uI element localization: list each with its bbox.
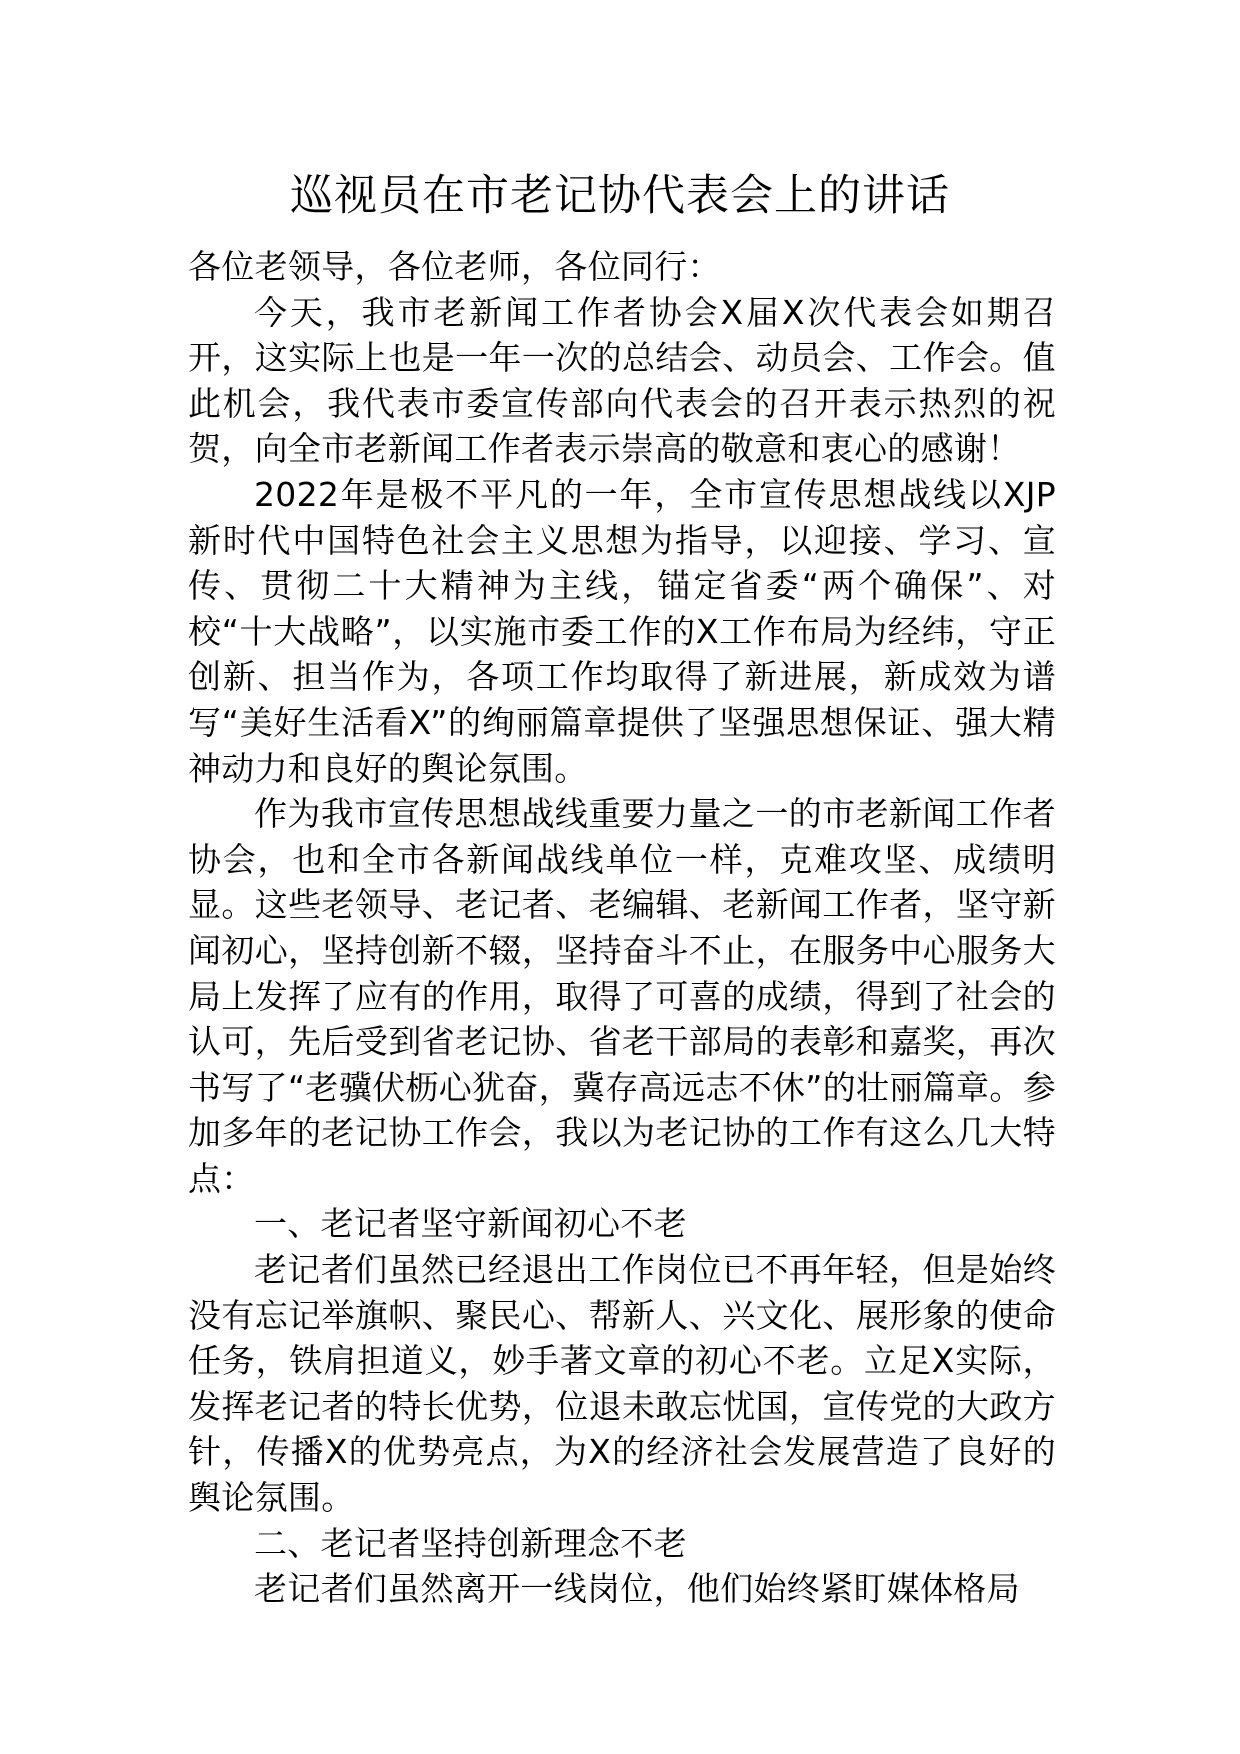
salutation: 各位老领导，各位老师，各位同行： [188, 247, 721, 286]
document-body [188, 244, 1056, 1612]
paragraph-2022-review: 2022年是极不平凡的一年，全市宣传思想战线以XJP新时代中国特色社会主义思想为指导，以迎接、学习、宣传、贯彻二十大精神为主线，锚定省委“两个确保”、对校“十大战略”，以实施市委工作的X工作布局为经纬，守正创新、担当作为，各项工作均取得了新进展，新成效为谱写“美好生活看X”的绚丽篇章提供了坚强思想保证、强大精神动力和良好的舆论氛围。 [188, 474, 1056, 788]
section-heading-1: 一、老记者坚守新闻初心不老 [254, 1204, 687, 1244]
section-heading-2: 二、老记者坚持创新理念不老 [254, 1523, 687, 1563]
paragraph-section-2: 老记者们虽然离开一线岗位，他们始终紧盯媒体格局 [254, 1569, 1020, 1609]
paragraph-opening: 今天，我市老新闻工作者协会X届X次代表会如期召开，这实际上也是一年一次的总结会、动员会、工作会。值此机会，我代表市委宣传部向代表会的召开表示热烈的祝贺，向全市老新闻工作者表示崇高的敬意和衷心的感谢！ [188, 292, 1056, 469]
paragraph-section-1: 老记者们虽然已经退出工作岗位已不再年轻，但是始终没有忘记举旗帜、聚民心、帮新人、兴文化、展形象的使命任务，铁肩担道义，妙手著文章的初心不老。立足X实际，发挥老记者的特长优势，位退未敢忘忧国，宣传党的大政方针，传播X的优势亮点，为X的经济社会发展营造了良好的舆论氛围。 [188, 1250, 1056, 1518]
paragraph-association-achievements: 作为我市宣传思想战线重要力量之一的市老新闻工作者协会，也和全市各新闻战线单位一样，克难攻坚、成绩明显。这些老领导、老记者、老编辑、老新闻工作者，坚守新闻初心，坚持创新不辍，坚持奋斗不止，在服务中心服务大局上发挥了应有的作用，取得了可喜的成绩，得到了社会的认可，先后受到省老记协、省老干部局的表彰和嘉奖，再次书写了“老骥伏枥心犹奋，冀存高远志不休”的壮丽篇章。参加多年的老记协工作会，我以为老记协的工作有这么几大特点： [188, 794, 1056, 1198]
document-title: 巡视员在市老记协代表会上的讲话 [290, 171, 950, 221]
